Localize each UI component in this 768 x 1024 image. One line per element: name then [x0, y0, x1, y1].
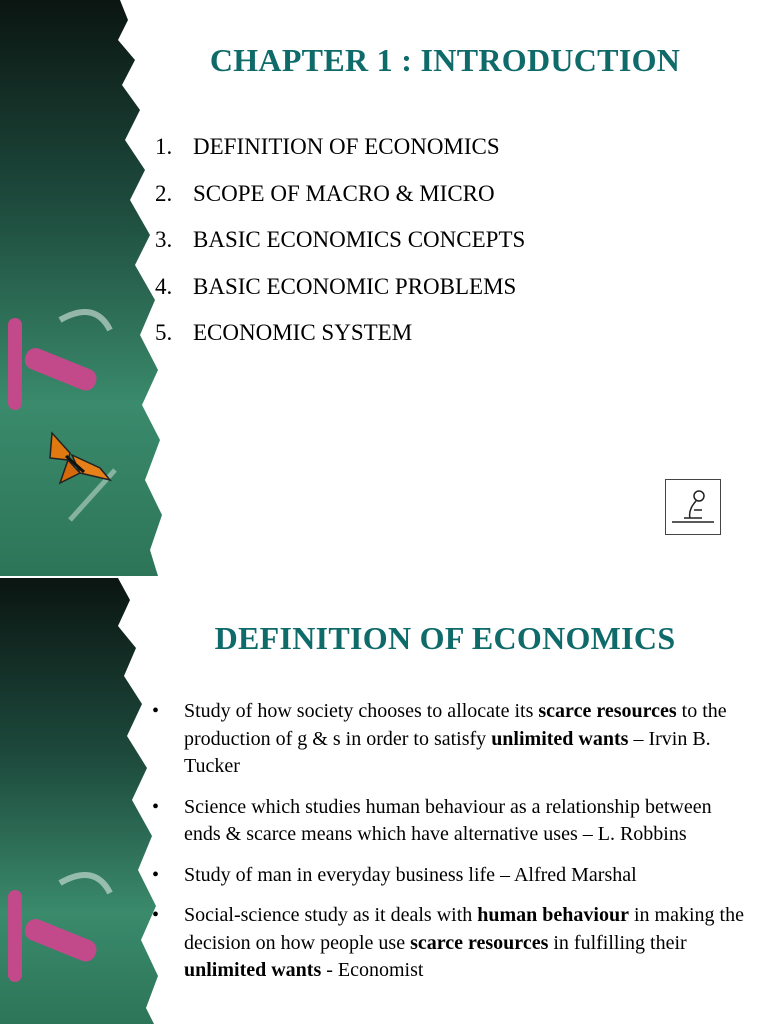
- list-item: • Social-science study as it deals with human behaviour in making the decision on how people use scarce resources in fulfilling their unlimited wants - Economist: [152, 904, 744, 981]
- topic-list: [155, 124, 525, 357]
- list-item: • Science which studies human behaviour as a relationship between ends & scarce means which have alternative uses – L. Robbins: [152, 795, 712, 845]
- list-item: 5. ECONOMIC SYSTEM: [155, 320, 413, 345]
- list-item: 2. SCOPE OF MACRO & MICRO: [155, 180, 495, 206]
- slide-title: CHAPTER 1 : INTRODUCTION: [209, 42, 681, 78]
- chalkboard-decoration: [0, 0, 165, 576]
- list-item: 3. BASIC ECONOMICS CONCEPTS: [155, 227, 526, 252]
- figure-thumbnail-icon: [665, 479, 721, 535]
- list-item: • Study of how society chooses to allocate its scarce resources to the production of g & s in order to satisfy unlimited wants – Irvin B. Tucker: [152, 700, 727, 777]
- definition-list: [152, 698, 752, 998]
- list-item: 1. DEFINITION OF ECONOMICS: [155, 134, 500, 159]
- slide-title: DEFINITION OF ECONOMICS: [214, 620, 676, 656]
- list-item: • Study of man in everyday business life – Alfred Marshal: [152, 863, 637, 886]
- slide-2: [0, 578, 768, 1024]
- chalkboard-decoration: [0, 578, 165, 1024]
- list-item: 4. BASIC ECONOMIC PROBLEMS: [155, 273, 517, 299]
